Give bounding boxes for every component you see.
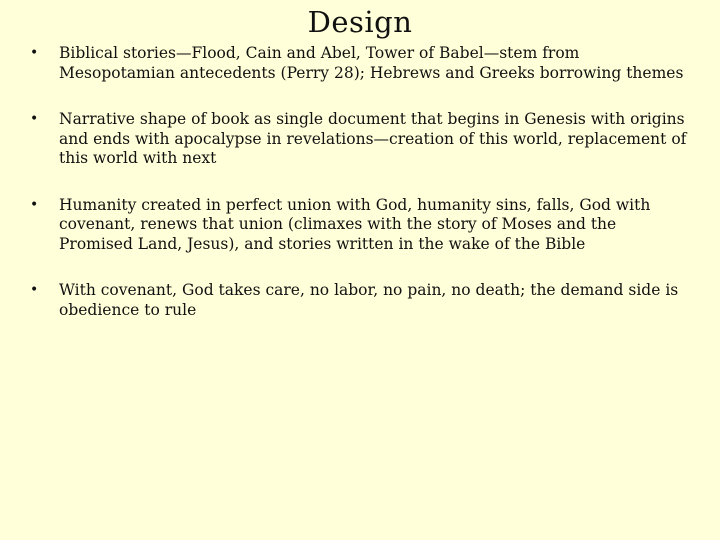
bullet-item bbox=[30, 110, 690, 169]
bullet-text: Biblical stories—Flood, Cain and Abel, Tower of Babel—stem from Mesopotamian antecedents (Perry 28); Hebrews and Greeks borrowing themes bbox=[59, 44, 684, 82]
bullet-icon: • bbox=[30, 45, 39, 61]
slide-title: Design bbox=[307, 5, 413, 39]
bullet-text: With covenant, God takes care, no labor, no pain, no death; the demand side is obedience to rule bbox=[59, 281, 679, 319]
bullet-item bbox=[30, 281, 690, 320]
bullet-list bbox=[30, 44, 690, 347]
bullet-icon: • bbox=[30, 282, 39, 298]
bullet-text: Humanity created in perfect union with God, humanity sins, falls, God with covenant, renews that union (climaxes with the story of Moses and the Promised Land, Jesus), and stories written in the wake of the Bible bbox=[59, 195, 651, 253]
bullet-icon: • bbox=[30, 196, 39, 213]
bullet-text: Narrative shape of book as single document that begins in Genesis with origins and ends with apocalypse in revelations—creation of this world, replacement of this world with next bbox=[59, 110, 687, 167]
bullet-item bbox=[30, 44, 690, 83]
bullet-icon: • bbox=[30, 111, 39, 127]
bullet-item bbox=[30, 196, 690, 255]
